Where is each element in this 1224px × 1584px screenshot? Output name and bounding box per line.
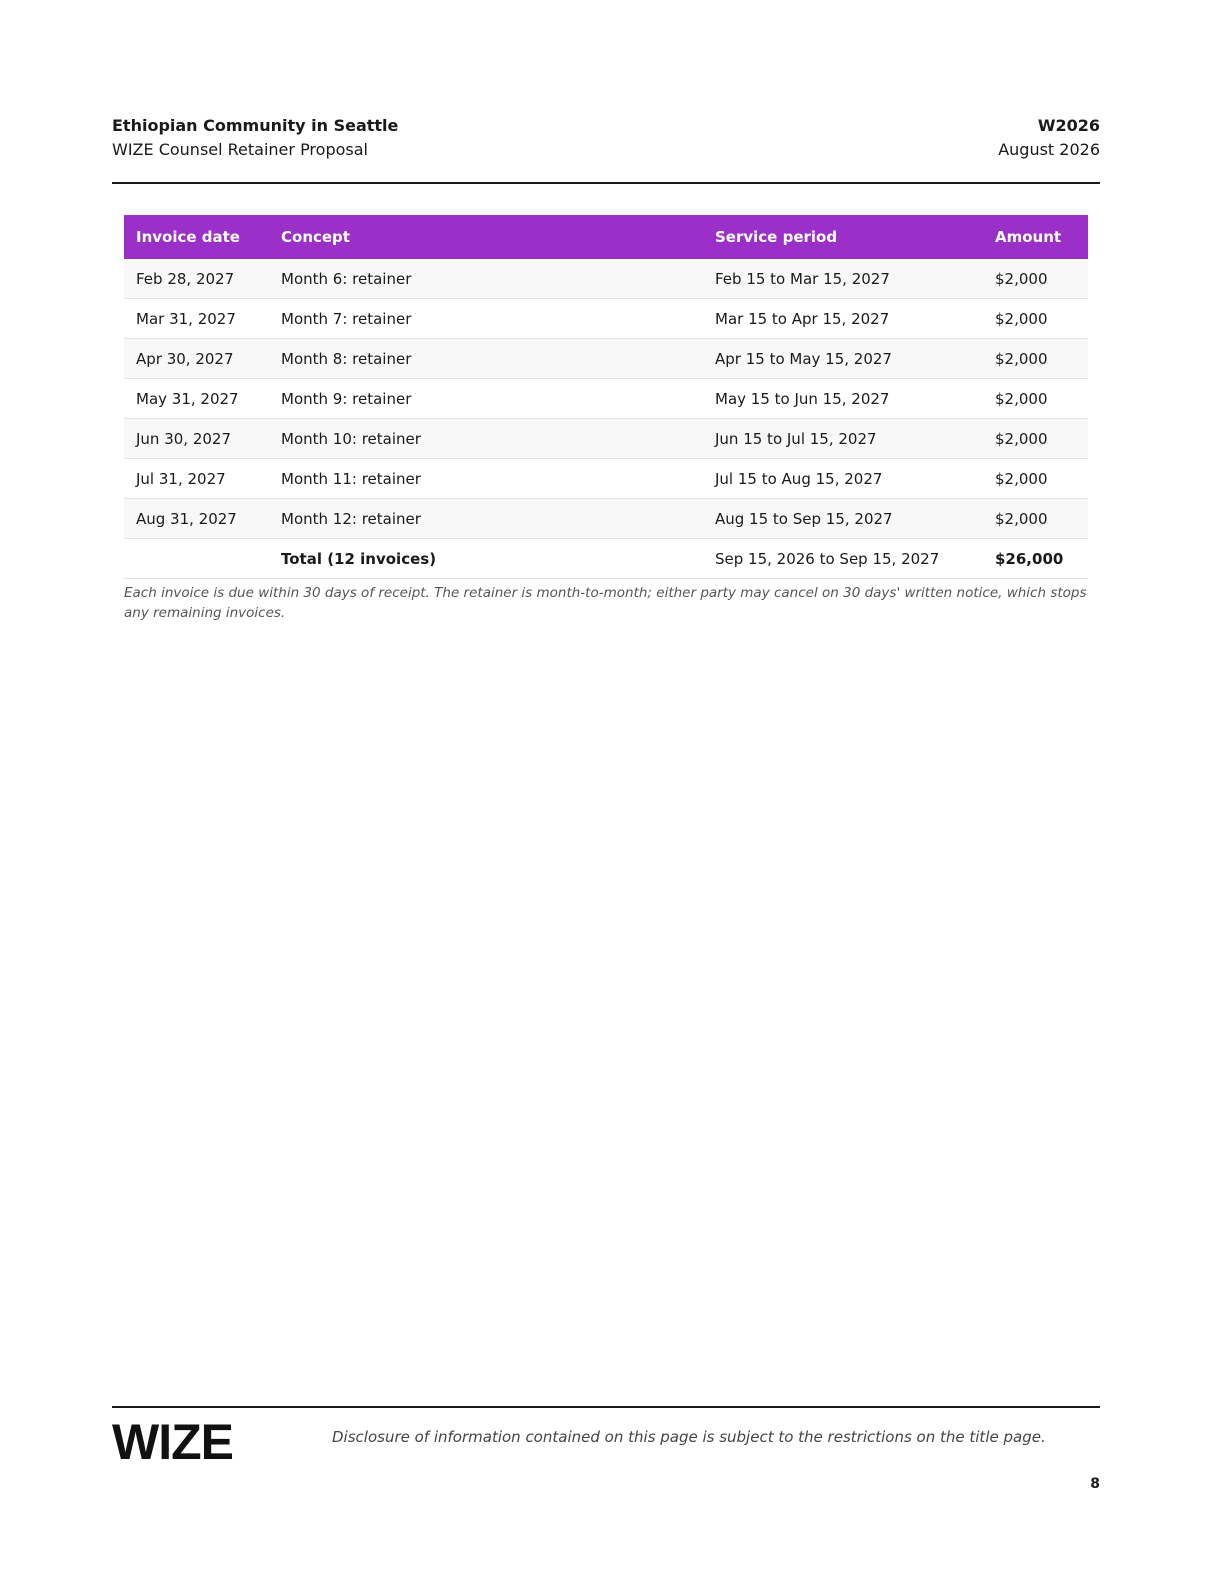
table-row	[124, 499, 1088, 539]
concept-cell: Month 12: retainer	[269, 499, 703, 539]
table-row	[124, 339, 1088, 379]
total-amount: $26,000	[983, 539, 1088, 579]
service-period-cell: Jun 15 to Jul 15, 2027	[703, 419, 983, 459]
amount-cell: $2,000	[983, 339, 1088, 379]
total-period: Sep 15, 2026 to Sep 15, 2027	[703, 539, 983, 579]
service-period-cell: Apr 15 to May 15, 2027	[703, 339, 983, 379]
total-label: Total (12 invoices)	[269, 539, 703, 579]
invoice-date-cell: Aug 31, 2027	[124, 499, 269, 539]
invoice-date-cell: Apr 30, 2027	[124, 339, 269, 379]
table-row	[124, 259, 1088, 299]
concept-cell: Month 6: retainer	[269, 259, 703, 299]
table-row	[124, 299, 1088, 339]
invoice-date-cell: Feb 28, 2027	[124, 259, 269, 299]
payment-note: Each invoice is due within 30 days of receipt. The retainer is month-to-month; either party may cancel on 30 days' written notice, which stops any remaining invoices.	[124, 585, 1087, 621]
page-header	[112, 114, 1100, 184]
invoice-schedule	[124, 215, 1088, 579]
concept-cell: Month 11: retainer	[269, 459, 703, 499]
invoice-date-cell: Jul 31, 2027	[124, 459, 269, 499]
disclosure-text: Disclosure of information contained on this page is subject to the restrictions on the title page.	[332, 1428, 1046, 1446]
header-concept: Concept	[281, 228, 350, 246]
service-period-cell: Jul 15 to Aug 15, 2027	[703, 459, 983, 499]
total-row	[124, 539, 1088, 579]
table-header-row	[124, 215, 1088, 259]
page-footer	[112, 1406, 1100, 1470]
amount-cell: $2,000	[983, 459, 1088, 499]
amount-cell: $2,000	[983, 419, 1088, 459]
header-amount: Amount	[995, 228, 1062, 246]
table-row	[124, 379, 1088, 419]
document-code: W2026	[1037, 116, 1100, 135]
service-period-cell: Aug 15 to Sep 15, 2027	[703, 499, 983, 539]
concept-cell: Month 7: retainer	[269, 299, 703, 339]
invoice-date-cell: Mar 31, 2027	[124, 299, 269, 339]
client-name: Ethiopian Community in Seattle	[112, 116, 399, 135]
invoice-date-cell: May 31, 2027	[124, 379, 269, 419]
header-right	[998, 114, 1100, 162]
concept-cell: Month 9: retainer	[269, 379, 703, 419]
table-row	[124, 459, 1088, 499]
header-invoice-date: Invoice date	[136, 228, 240, 246]
document-title: WIZE Counsel Retainer Proposal	[112, 140, 368, 159]
total-empty-cell	[124, 539, 269, 579]
invoice-date-cell: Jun 30, 2027	[124, 419, 269, 459]
table-row	[124, 419, 1088, 459]
concept-cell: Month 8: retainer	[269, 339, 703, 379]
header-service-period: Service period	[715, 228, 838, 246]
service-period-cell: May 15 to Jun 15, 2027	[703, 379, 983, 419]
service-period-cell: Feb 15 to Mar 15, 2027	[703, 259, 983, 299]
amount-cell: $2,000	[983, 299, 1088, 339]
amount-cell: $2,000	[983, 379, 1088, 419]
service-period-cell: Mar 15 to Apr 15, 2027	[703, 299, 983, 339]
document-date: August 2026	[998, 140, 1100, 159]
wize-logo: WIZE	[112, 1414, 233, 1470]
page-number: 8	[1090, 1476, 1100, 1492]
invoice-table	[124, 215, 1088, 579]
amount-cell: $2,000	[983, 499, 1088, 539]
amount-cell: $2,000	[983, 259, 1088, 299]
header-left	[112, 114, 398, 162]
concept-cell: Month 10: retainer	[269, 419, 703, 459]
